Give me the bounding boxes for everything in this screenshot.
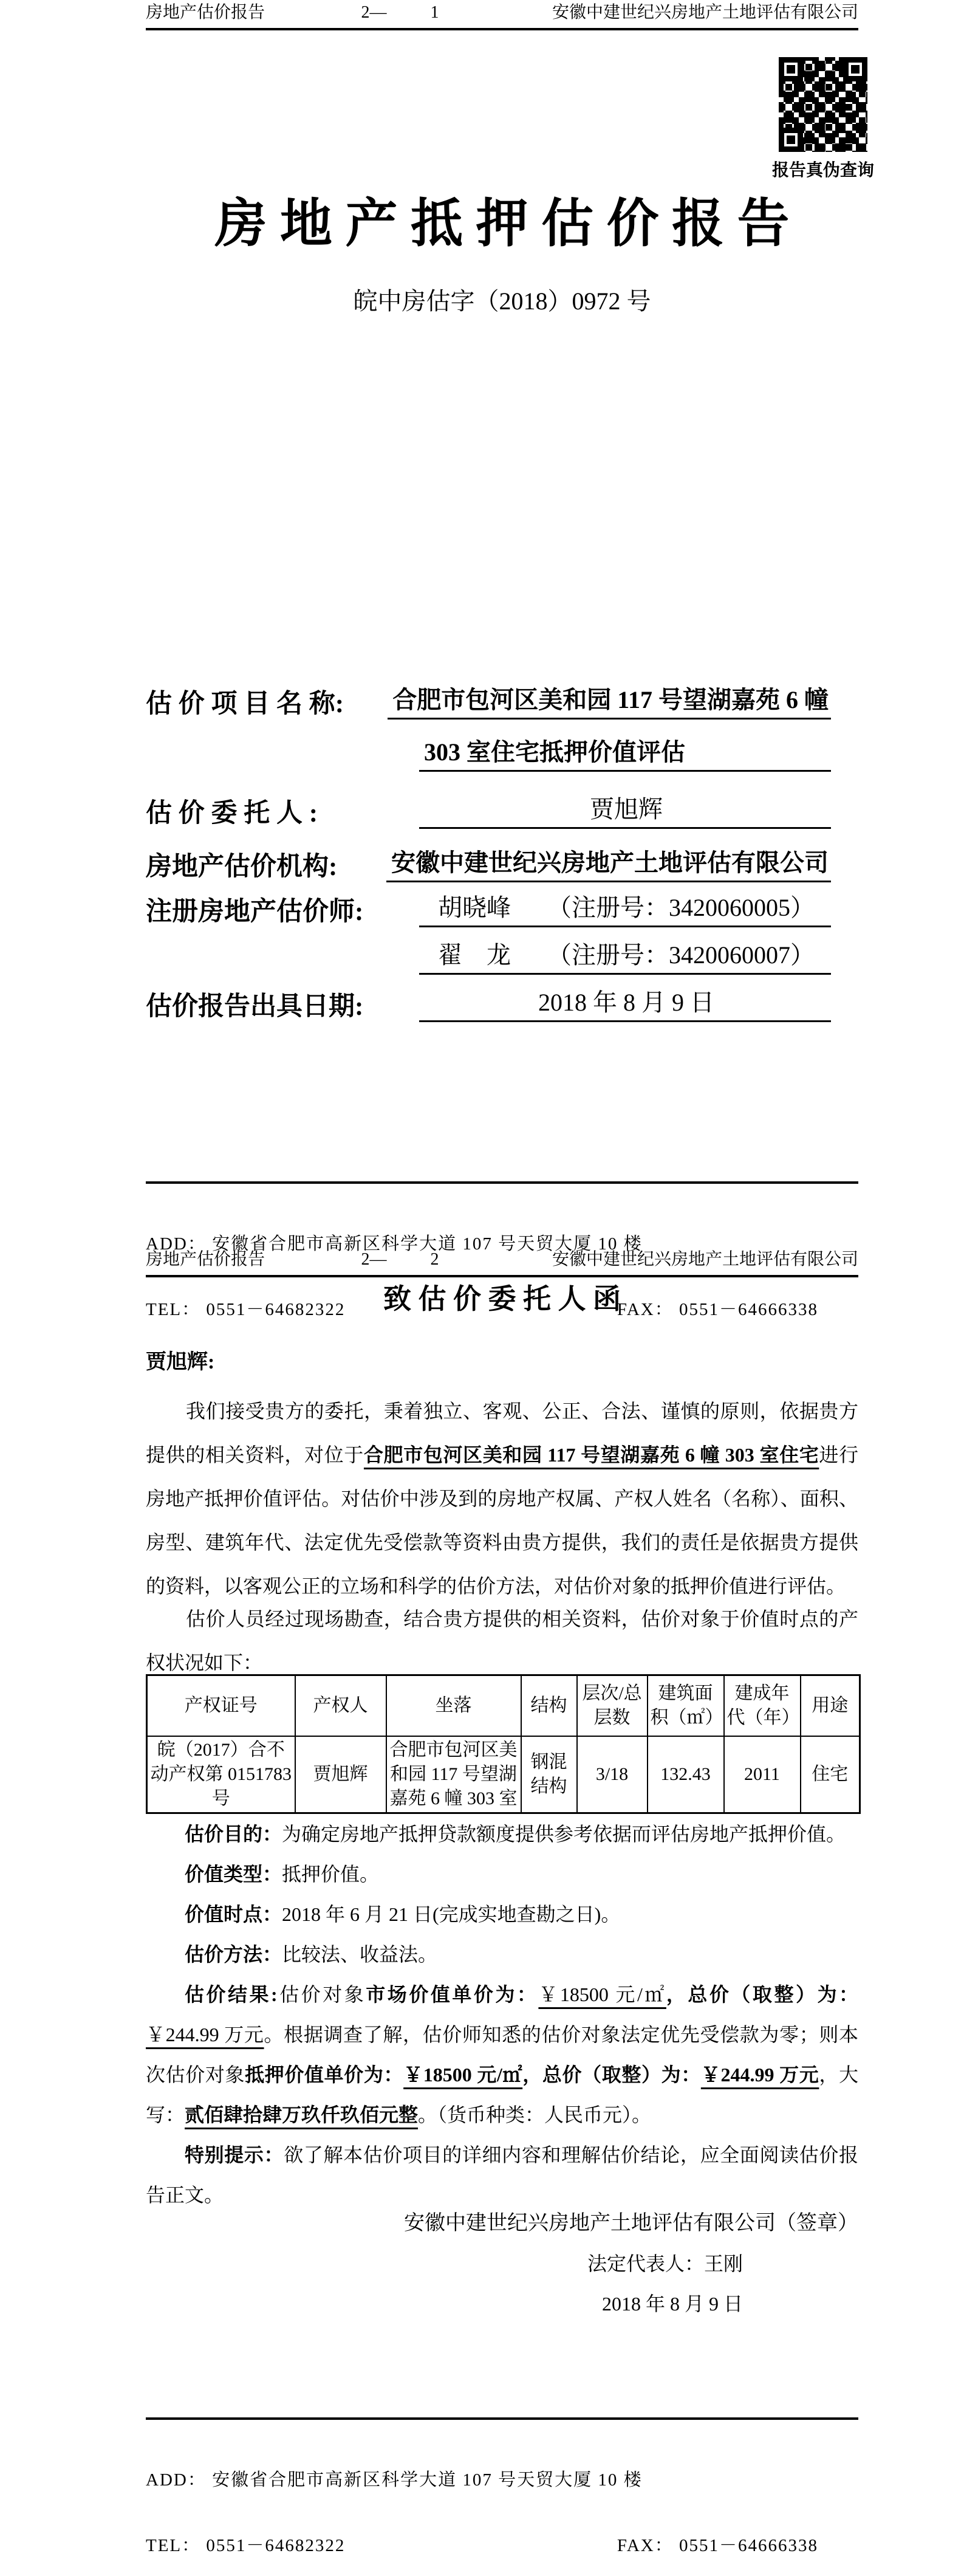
statement-paragraph [146,1814,858,1854]
footer-fax: FAX： 0551－64666338 [617,1300,818,1319]
table-header-cell: 建成年代（年） [724,1675,801,1736]
qr-finder-icon [843,57,867,81]
text-segment: 特别提示： [185,2144,284,2166]
header-company: 安徽中建世纪兴房地产土地评估有限公司 [552,1250,858,1269]
form-value: 2018 年 8 月 9 日 [419,987,831,1022]
qr-finder-icon [779,57,803,81]
footer-contact-row [146,2535,858,2556]
page2-footer [146,2417,858,2576]
form-row [146,892,831,927]
form-label: 房地产估价机构: [146,853,338,881]
header-page-prefix: 2— [361,1250,387,1269]
text-segment: 市场价值单价为： [366,1984,539,2005]
table-header-row [147,1675,860,1736]
table-header-cell: 坐落 [386,1675,521,1736]
text-segment: 估价结果: [185,1984,278,2005]
form-value: 安徽中建世纪兴房地产土地评估有限公司 [386,848,831,882]
text-segment: 贰佰肆拾肆万玖仟玖佰元整 [185,2104,419,2126]
table-cell: 钢混结构 [521,1736,577,1813]
text-segment: 价值时点： [185,1903,282,1925]
text-segment: 为确定房地产抵押贷款额度提供参考依据而评估房地产抵押价值。 [282,1823,846,1845]
table-header-cell: 结构 [521,1675,577,1736]
table-header-cell: 用途 [801,1675,860,1736]
form-row [146,794,831,829]
qr-finder-icon [779,128,803,152]
text-segment: 估价方法： [185,1943,282,1965]
table-cell: 2011 [724,1736,801,1813]
statement-paragraph [146,1974,858,2135]
report-title: 房 地 产 抵 押 估 价 报 告 [214,194,790,253]
signature-date: 2018 年 8 月 9 日 [601,2293,743,2315]
text-segment: 2018 年 6 月 21 日(完成实地查勘之日)。 [282,1903,621,1925]
header-page-prefix: 2— [361,3,387,22]
page1-header [146,4,858,30]
page2-header [146,1251,858,1277]
table-header-cell: 产权人 [295,1675,386,1736]
statement-paragraph [146,1934,858,1974]
form-row [146,737,831,772]
signature-block [146,2203,858,2324]
form-label: 估价报告出具日期: [146,992,364,1021]
footer-tel: TEL： 0551－64682322 [146,1300,346,1319]
header-doc-type: 房地产估价报告 [146,3,265,22]
form-label: 估 价 项 目 名 称: [146,690,344,718]
text-segment: 我们接受贵方的委托，秉着独立、客观、公正、合法、谨慎的原则，依据贵方提供的相关资料，对位于 [146,1400,858,1466]
header-page-no: 2 [430,1250,439,1269]
text-segment: 进行房地产抵押价值评估。对估价中涉及到的房地产权属、产权人姓名（名称）、面积、房型、建筑年代、法定优先受偿款等资料由贵方提供，我们的责任是依据贵方提供的资料，以客观公正的立场和科学的估价方法，对估价对象的抵押价值进行评估。 [146,1444,858,1597]
text-segment: ￥244.99 万元 [146,2024,264,2045]
footer-address: ADD： 安徽省合肥市高新区科学大道 107 号天贸大厦 10 楼 [146,2470,643,2490]
letter-title: 致 估 价 委 托 人 函 [383,1283,621,1314]
header-company: 安徽中建世纪兴房地产土地评估有限公司 [552,3,858,22]
form-value: 303 室住宅抵押价值评估 [419,737,831,772]
form-row [146,987,831,1022]
table-header-cell: 产权证号 [147,1675,295,1736]
header-page-number [256,4,544,22]
qr-code [779,57,867,152]
text-segment: ￥18500 元/㎡ [403,2064,523,2086]
header-page-no: 1 [430,3,439,22]
form-label: 估 价 委 托 人 : [146,799,318,828]
form-row [146,939,831,975]
text-segment: ￥18500 元/㎡ [538,1984,666,2005]
form-label: 注册房地产估价师: [146,898,364,926]
signature-company: 安徽中建世纪兴房地产土地评估有限公司（签章） [404,2212,858,2234]
text-segment: 。（货币种类：人民币元）。 [418,2104,652,2126]
header-doc-type: 房地产估价报告 [146,1250,265,1269]
report-number: 皖中房估字（2018）0972 号 [353,287,651,315]
letter-paragraph-2: 估价人员经过现场勘查，结合贵方提供的相关资料，估价对象于价值时点的产权状况如下： [146,1608,858,1674]
form-value: 贾旭辉 [419,794,831,829]
footer-fax: FAX： 0551－64666338 [617,2536,818,2555]
table-cell: 皖（2017）合不动产权第 0151783 号 [147,1736,295,1813]
table-row [147,1736,860,1813]
table-cell: 132.43 [648,1736,724,1813]
header-page-number [256,1251,544,1269]
table-cell: 3/18 [577,1736,648,1813]
text-segment: 。根据调查了解，估价师知悉的估价对象法定优先受偿款为零；则本次估价对象 [146,2024,858,2086]
ownership-table [146,1674,861,1814]
text-segment: 估价目的： [185,1823,282,1845]
signature-legal-representative: 法定代表人：王刚 [587,2253,743,2275]
text-segment: 价值类型： [185,1863,282,1885]
statement-paragraph [146,1894,858,1934]
text-segment: ￥244.99 万元 [700,2064,819,2086]
text-segment: 总价（取整）为： [542,2064,701,2086]
table-cell: 合肥市包河区美和园 117 号望湖嘉苑 6 幢 303 室 [386,1736,521,1813]
text-segment: 比较法、收益法。 [282,1943,438,1965]
form-value: 翟 龙 （注册号：3420060007） [419,940,831,975]
text-segment: ，大写： [146,2064,858,2126]
letter-paragraph-1 [146,1389,858,1608]
valuation-statements [146,1814,858,2215]
footer-tel: TEL： 0551－64682322 [146,2536,346,2555]
letter-salutation: 贾旭辉: [146,1351,215,1373]
qr-caption: 报告真伪查询 [771,161,874,180]
statement-paragraph [146,1854,858,1894]
table-cell: 住宅 [801,1736,860,1813]
text-segment: 估价对象 [277,1984,366,2005]
cover-form [146,684,831,1025]
text-segment: ，总价（取整）为： [666,1984,858,2005]
text-segment: 抵押价值单价为： [245,2064,404,2086]
text-segment: 抵押价值。 [282,1863,380,1885]
form-value: 胡晓峰 （注册号：3420060005） [419,893,831,927]
text-segment: ， [522,2064,542,2086]
text-segment: 合肥市包河区美和园 117 号望湖嘉苑 6 幢 303 室住宅 [363,1444,819,1466]
table-header-cell: 层次/总层数 [577,1675,648,1736]
table-header-cell: 建筑面积（㎡） [648,1675,724,1736]
table-cell: 贾旭辉 [295,1736,386,1813]
form-row [146,847,831,882]
footer-address: ADD： 安徽省合肥市高新区科学大道 107 号天贸大厦 10 楼 [146,1234,643,1254]
text-segment: 欲了解本估价项目的详细内容和理解估价结论，应全面阅读估价报告正文。 [146,2144,858,2206]
form-row [146,684,831,720]
form-value: 合肥市包河区美和园 117 号望湖嘉苑 6 幢 [388,685,831,720]
